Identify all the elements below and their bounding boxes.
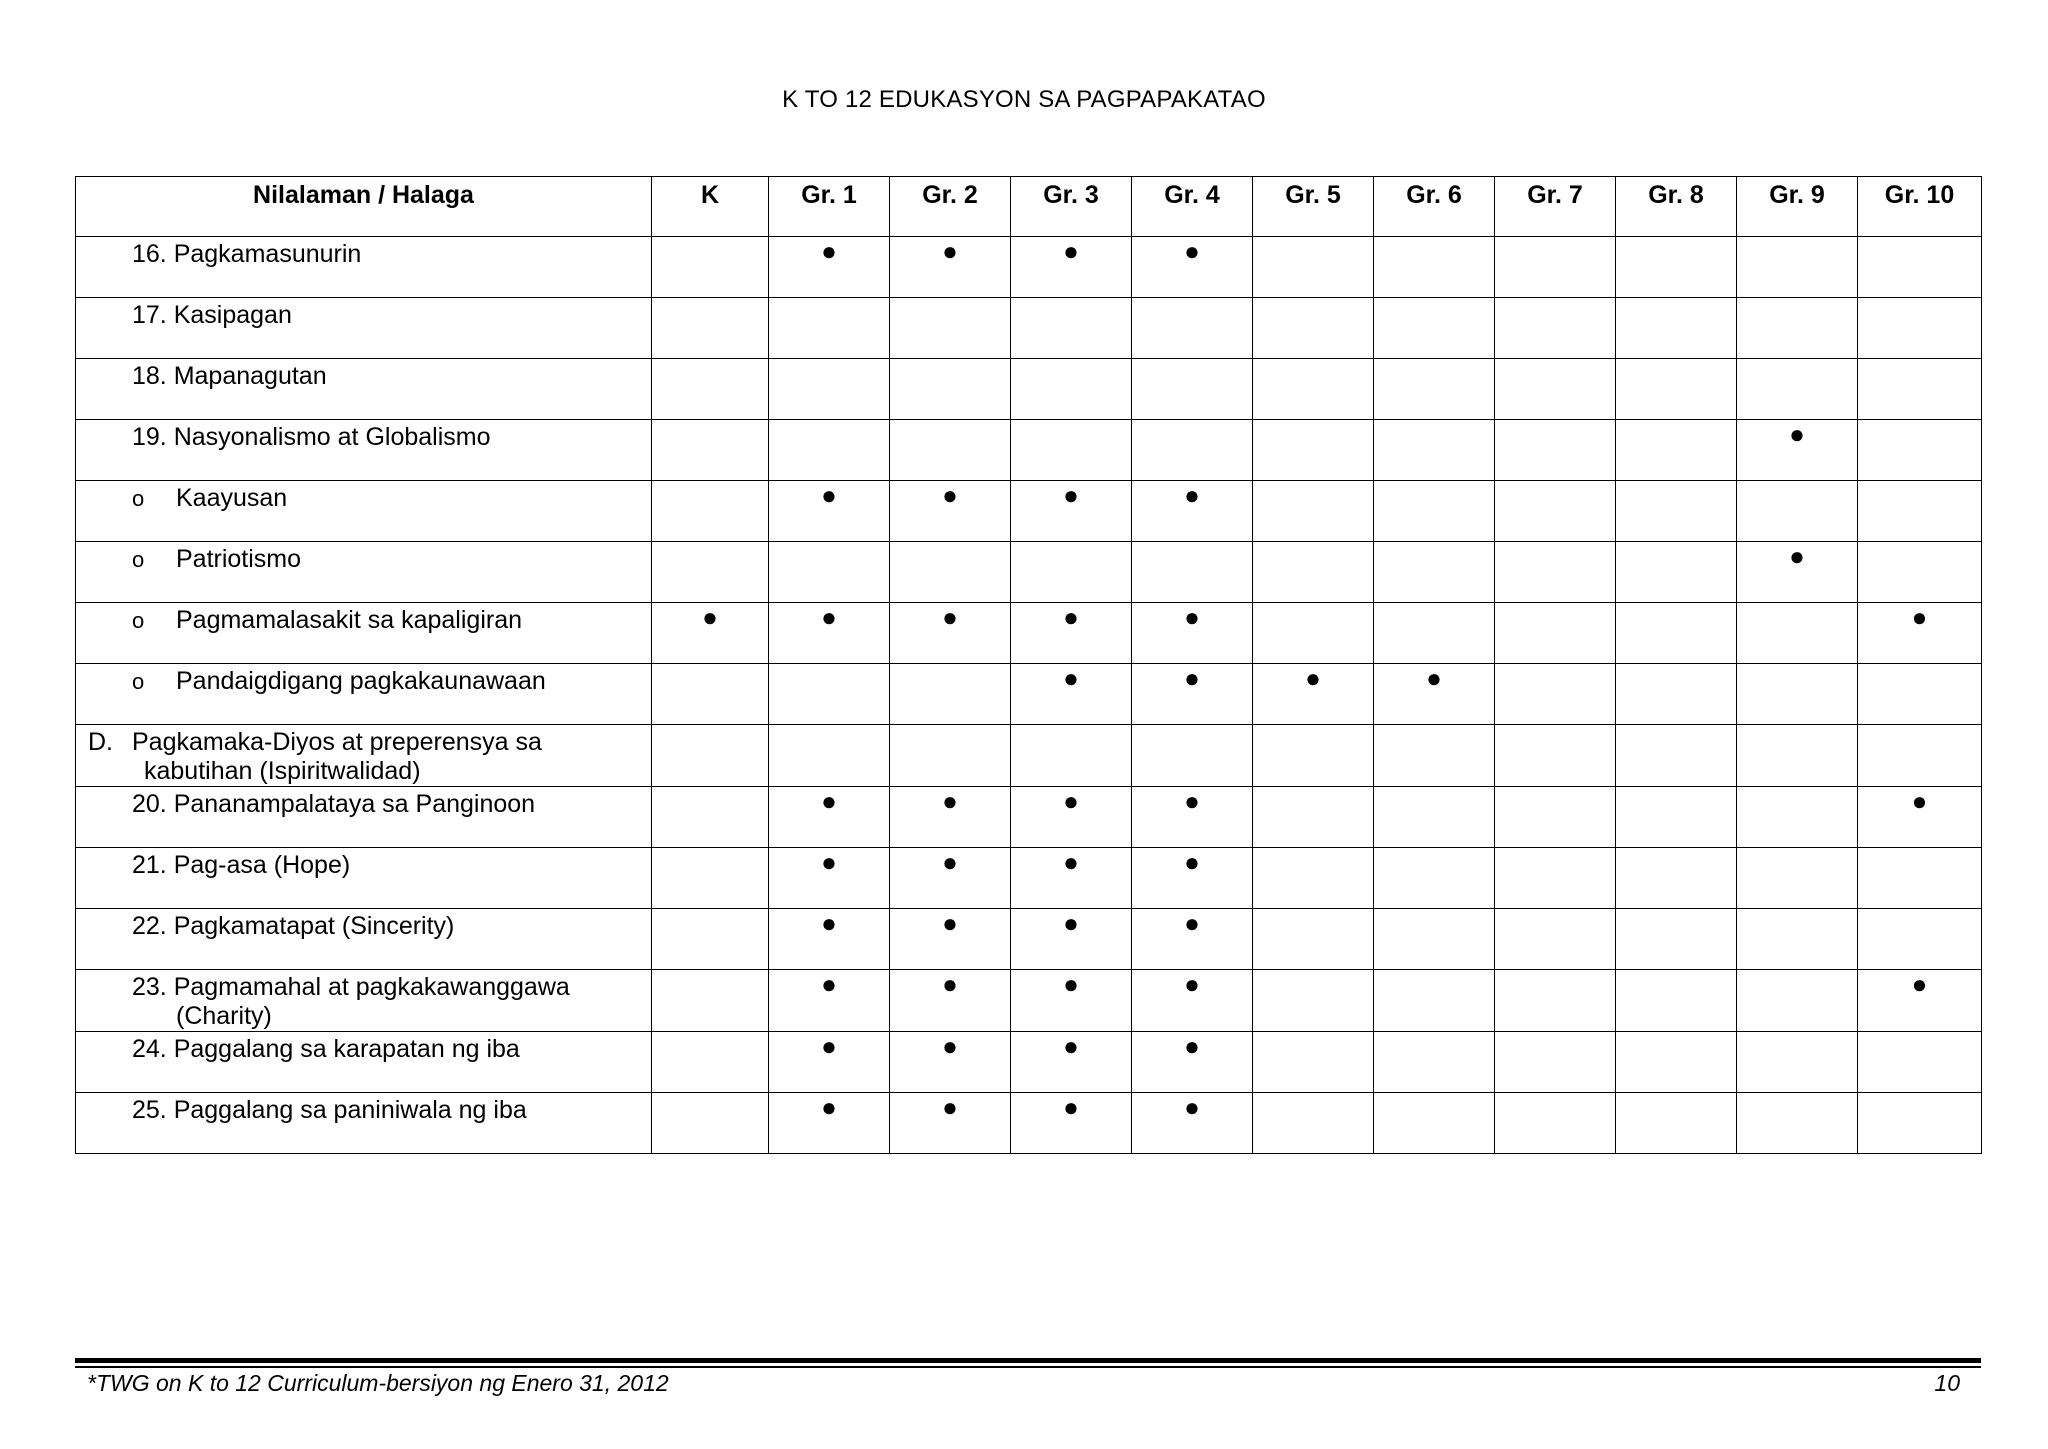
table-row <box>76 664 1982 725</box>
grade-cell <box>1253 909 1374 970</box>
footer-note: *TWG on K to 12 Curriculum-bersiyon ng Enero 31, 2012 <box>87 1370 669 1396</box>
grade-cell <box>769 420 890 481</box>
section-title-line1: Pagkamaka-Diyos at preperensya sa <box>132 728 542 756</box>
grade-cell <box>769 237 890 298</box>
filled-dot-icon: ● <box>821 480 837 510</box>
page-number: 10 <box>1934 1370 1960 1396</box>
row-label-cell <box>76 420 652 481</box>
table-row <box>76 1032 1982 1093</box>
grade-cell <box>1858 970 1982 1032</box>
filled-dot-icon: ● <box>1184 602 1200 632</box>
grade-cell <box>1495 787 1616 848</box>
row-label-cell <box>76 237 652 298</box>
grade-cell <box>1737 848 1858 909</box>
grade-cell <box>1011 970 1132 1032</box>
filled-dot-icon: ● <box>1063 236 1079 266</box>
grade-cell <box>1011 298 1132 359</box>
column-header-gr9: Gr. 9 <box>1737 177 1858 237</box>
grade-cell <box>1495 909 1616 970</box>
grade-cell <box>1616 909 1737 970</box>
grade-cell <box>652 542 769 603</box>
grade-cell <box>1011 420 1132 481</box>
row-label: Patriotismo <box>176 545 302 573</box>
grade-cell <box>1616 1032 1737 1093</box>
filled-dot-icon: ● <box>1184 847 1200 877</box>
grade-cell <box>1616 664 1737 725</box>
grade-cell <box>769 848 890 909</box>
grade-cell <box>1616 298 1737 359</box>
grade-cell <box>1737 359 1858 420</box>
row-label: 22. Pagkamatapat (Sincerity) <box>132 912 455 940</box>
filled-dot-icon: ● <box>942 236 958 266</box>
table-row <box>76 725 1982 787</box>
filled-dot-icon: ● <box>1063 847 1079 877</box>
hollow-bullet-icon: o <box>132 608 145 633</box>
grade-cell <box>652 481 769 542</box>
filled-dot-icon: ● <box>821 1031 837 1061</box>
grade-cell <box>1858 909 1982 970</box>
filled-dot-icon: ● <box>821 236 837 266</box>
grade-cell <box>1132 909 1253 970</box>
grade-cell <box>652 909 769 970</box>
grade-cell <box>652 1032 769 1093</box>
filled-dot-icon: ● <box>1184 1031 1200 1061</box>
grade-cell <box>769 359 890 420</box>
grade-cell <box>1858 1093 1982 1154</box>
grade-cell <box>652 603 769 664</box>
grade-cell <box>769 664 890 725</box>
grade-cell <box>1737 664 1858 725</box>
grade-cell <box>1374 359 1495 420</box>
grade-cell <box>1253 298 1374 359</box>
grade-cell <box>1616 787 1737 848</box>
grade-cell <box>1737 909 1858 970</box>
row-label-cell <box>76 542 652 603</box>
grade-cell <box>1132 664 1253 725</box>
grade-cell <box>1737 237 1858 298</box>
grade-cell <box>1253 664 1374 725</box>
filled-dot-icon: ● <box>942 1031 958 1061</box>
grade-cell <box>1132 848 1253 909</box>
grade-cell <box>1616 970 1737 1032</box>
filled-dot-icon: ● <box>1305 663 1321 693</box>
grade-cell <box>652 420 769 481</box>
table-row <box>76 481 1982 542</box>
filled-dot-icon: ● <box>1063 480 1079 510</box>
grade-cell <box>1374 237 1495 298</box>
grade-cell <box>1858 848 1982 909</box>
table-row <box>76 848 1982 909</box>
grade-cell <box>1374 420 1495 481</box>
grade-cell <box>1495 848 1616 909</box>
grade-cell <box>1253 1093 1374 1154</box>
grade-cell <box>1737 970 1858 1032</box>
grade-cell <box>652 725 769 787</box>
grade-cell <box>890 909 1011 970</box>
grade-cell <box>1253 970 1374 1032</box>
column-header-k: K <box>652 177 769 237</box>
grade-cell <box>1374 787 1495 848</box>
grade-cell <box>1011 664 1132 725</box>
column-header-content: Nilalaman / Halaga <box>76 177 652 237</box>
grade-cell <box>1858 725 1982 787</box>
grade-cell <box>890 725 1011 787</box>
filled-dot-icon: ● <box>1184 480 1200 510</box>
table-row <box>76 603 1982 664</box>
grade-cell <box>769 725 890 787</box>
filled-dot-icon: ● <box>702 602 718 632</box>
grade-cell <box>1495 725 1616 787</box>
row-label-cell <box>76 359 652 420</box>
grade-cell <box>1737 1032 1858 1093</box>
footer-rule-thick <box>75 1358 1981 1363</box>
grade-cell <box>1495 420 1616 481</box>
filled-dot-icon: ● <box>942 480 958 510</box>
grade-cell <box>1132 542 1253 603</box>
grade-cell <box>1011 1032 1132 1093</box>
grade-cell <box>1737 787 1858 848</box>
grade-cell <box>1011 481 1132 542</box>
grade-cell <box>1132 1093 1253 1154</box>
row-label: 19. Nasyonalismo at Globalismo <box>132 423 491 451</box>
grade-cell <box>1495 481 1616 542</box>
grade-cell <box>1132 970 1253 1032</box>
grade-cell <box>1858 237 1982 298</box>
row-label-cell <box>76 970 652 1032</box>
grade-cell <box>1253 237 1374 298</box>
column-header-gr3: Gr. 3 <box>1011 177 1132 237</box>
grade-cell <box>890 848 1011 909</box>
grade-cell <box>1616 848 1737 909</box>
grade-cell <box>1374 725 1495 787</box>
grade-cell <box>1374 542 1495 603</box>
grade-cell <box>1858 359 1982 420</box>
column-header-gr5: Gr. 5 <box>1253 177 1374 237</box>
grade-cell <box>1253 420 1374 481</box>
grade-cell <box>1616 542 1737 603</box>
grade-cell <box>1374 664 1495 725</box>
grade-cell <box>890 237 1011 298</box>
grade-cell <box>1011 725 1132 787</box>
filled-dot-icon: ● <box>1911 969 1928 999</box>
row-label: Pagmamalasakit sa kapaligiran <box>176 606 523 634</box>
grade-cell <box>1858 664 1982 725</box>
grade-cell <box>1737 420 1858 481</box>
filled-dot-icon: ● <box>821 969 837 999</box>
filled-dot-icon: ● <box>1063 602 1079 632</box>
section-title-line2: kabutihan (Ispiritwalidad) <box>144 757 421 785</box>
column-header-gr6: Gr. 6 <box>1374 177 1495 237</box>
grade-cell <box>890 420 1011 481</box>
row-label: 17. Kasipagan <box>132 301 292 329</box>
row-label-cell <box>76 1093 652 1154</box>
grade-cell <box>1616 725 1737 787</box>
table-row <box>76 787 1982 848</box>
grade-cell <box>769 787 890 848</box>
filled-dot-icon: ● <box>942 602 958 632</box>
filled-dot-icon: ● <box>1789 419 1805 449</box>
grade-cell <box>652 787 769 848</box>
filled-dot-icon: ● <box>821 847 837 877</box>
filled-dot-icon: ● <box>821 602 837 632</box>
grade-cell <box>1858 1032 1982 1093</box>
grade-cell <box>1495 298 1616 359</box>
table-row <box>76 237 1982 298</box>
row-label: 16. Pagkamasunurin <box>132 240 362 268</box>
grade-cell <box>1737 603 1858 664</box>
row-label-cell <box>76 664 652 725</box>
grade-cell <box>1253 848 1374 909</box>
table-row <box>76 298 1982 359</box>
hollow-bullet-icon: o <box>132 669 145 694</box>
grade-cell <box>1737 481 1858 542</box>
grade-cell <box>1616 237 1737 298</box>
row-label: 24. Paggalang sa karapatan ng iba <box>132 1035 520 1063</box>
grade-cell <box>890 603 1011 664</box>
grade-cell <box>890 359 1011 420</box>
filled-dot-icon: ● <box>1789 541 1805 571</box>
grade-cell <box>652 664 769 725</box>
grade-cell <box>1011 787 1132 848</box>
grade-cell <box>890 787 1011 848</box>
row-label: Pandaigdigang pagkakaunawaan <box>176 667 546 695</box>
grade-cell <box>1374 848 1495 909</box>
row-label-line2: (Charity) <box>176 1002 272 1030</box>
grade-cell <box>890 970 1011 1032</box>
filled-dot-icon: ● <box>942 1092 958 1122</box>
filled-dot-icon: ● <box>1911 786 1928 816</box>
grade-cell <box>1253 725 1374 787</box>
section-letter: D. <box>88 728 113 756</box>
row-label-cell <box>76 787 652 848</box>
filled-dot-icon: ● <box>1063 969 1079 999</box>
filled-dot-icon: ● <box>942 969 958 999</box>
grade-cell <box>769 909 890 970</box>
row-label-cell <box>76 603 652 664</box>
grade-cell <box>1616 603 1737 664</box>
grade-cell <box>1495 1032 1616 1093</box>
grade-cell <box>1616 420 1737 481</box>
filled-dot-icon: ● <box>1184 236 1200 266</box>
grade-cell <box>769 1032 890 1093</box>
grade-cell <box>1132 725 1253 787</box>
row-label-cell <box>76 909 652 970</box>
row-label: 25. Paggalang sa paniniwala ng iba <box>132 1096 527 1124</box>
grade-cell <box>652 237 769 298</box>
filled-dot-icon: ● <box>1184 908 1200 938</box>
grade-cell <box>1616 1093 1737 1154</box>
grade-cell <box>890 481 1011 542</box>
grade-cell <box>1253 603 1374 664</box>
filled-dot-icon: ● <box>821 1092 837 1122</box>
grade-cell <box>652 359 769 420</box>
values-grade-table <box>75 176 1982 1154</box>
grade-cell <box>1011 237 1132 298</box>
grade-cell <box>1737 542 1858 603</box>
row-label: 21. Pag-asa (Hope) <box>132 851 351 879</box>
row-label-cell <box>76 298 652 359</box>
filled-dot-icon: ● <box>1184 786 1200 816</box>
grade-cell <box>1858 542 1982 603</box>
filled-dot-icon: ● <box>1063 786 1079 816</box>
grade-cell <box>1737 725 1858 787</box>
row-label-cell <box>76 848 652 909</box>
grade-cell <box>890 542 1011 603</box>
footer-rule-thin <box>75 1366 1981 1368</box>
grade-cell <box>1374 970 1495 1032</box>
grade-cell <box>769 603 890 664</box>
page-title: K TO 12 EDUKASYON SA PAGPAPAKATAO <box>782 86 1266 113</box>
filled-dot-icon: ● <box>821 786 837 816</box>
hollow-bullet-icon: o <box>132 486 145 511</box>
grade-cell <box>1011 909 1132 970</box>
column-header-gr10: Gr. 10 <box>1858 177 1982 237</box>
filled-dot-icon: ● <box>1184 969 1200 999</box>
grade-cell <box>890 1093 1011 1154</box>
grade-cell <box>652 1093 769 1154</box>
grade-cell <box>1253 787 1374 848</box>
grade-cell <box>1858 481 1982 542</box>
grade-cell <box>652 848 769 909</box>
grade-cell <box>1011 1093 1132 1154</box>
grade-cell <box>1495 970 1616 1032</box>
grade-cell <box>1011 359 1132 420</box>
grade-cell <box>1253 481 1374 542</box>
filled-dot-icon: ● <box>821 908 837 938</box>
grade-cell <box>1495 359 1616 420</box>
grade-cell <box>769 298 890 359</box>
grade-cell <box>890 298 1011 359</box>
grade-cell <box>1616 359 1737 420</box>
table-row <box>76 542 1982 603</box>
grade-cell <box>1858 787 1982 848</box>
filled-dot-icon: ● <box>1184 663 1200 693</box>
filled-dot-icon: ● <box>942 847 958 877</box>
row-label-cell <box>76 481 652 542</box>
filled-dot-icon: ● <box>1063 908 1079 938</box>
grade-cell <box>1132 237 1253 298</box>
grade-cell <box>1374 1093 1495 1154</box>
grade-cell <box>1374 603 1495 664</box>
grade-cell <box>769 970 890 1032</box>
grade-cell <box>1858 420 1982 481</box>
table-row <box>76 420 1982 481</box>
row-label-cell <box>76 1032 652 1093</box>
grade-cell <box>1132 359 1253 420</box>
grade-cell <box>1374 1032 1495 1093</box>
grade-cell <box>1253 359 1374 420</box>
row-label: 20. Pananampalataya sa Panginoon <box>132 790 536 818</box>
table-row <box>76 1093 1982 1154</box>
grade-cell <box>1132 298 1253 359</box>
grade-cell <box>1495 237 1616 298</box>
column-header-gr4: Gr. 4 <box>1132 177 1253 237</box>
grade-cell <box>1011 603 1132 664</box>
grade-cell <box>890 664 1011 725</box>
table-row <box>76 970 1982 1032</box>
grade-cell <box>1616 481 1737 542</box>
grade-cell <box>1011 848 1132 909</box>
grade-cell <box>1374 481 1495 542</box>
row-label: Kaayusan <box>176 484 288 512</box>
row-label: 18. Mapanagutan <box>132 362 327 390</box>
row-label-line1: 23. Pagmamahal at pagkakawanggawa <box>132 973 570 1001</box>
filled-dot-icon: ● <box>1063 1092 1079 1122</box>
grade-cell <box>1132 481 1253 542</box>
filled-dot-icon: ● <box>942 908 958 938</box>
grade-cell <box>1374 298 1495 359</box>
grade-cell <box>1132 787 1253 848</box>
grade-cell <box>1011 542 1132 603</box>
grade-cell <box>1253 542 1374 603</box>
column-header-gr1: Gr. 1 <box>769 177 890 237</box>
filled-dot-icon: ● <box>1063 1031 1079 1061</box>
table-row <box>76 909 1982 970</box>
grade-cell <box>652 970 769 1032</box>
hollow-bullet-icon: o <box>132 547 145 572</box>
filled-dot-icon: ● <box>942 786 958 816</box>
grade-cell <box>1495 603 1616 664</box>
grade-cell <box>769 1093 890 1154</box>
grade-cell <box>1737 1093 1858 1154</box>
grade-cell <box>1858 603 1982 664</box>
grade-cell <box>652 298 769 359</box>
grade-cell <box>1495 664 1616 725</box>
table-header-row <box>76 177 1982 237</box>
grade-cell <box>769 481 890 542</box>
grade-cell <box>1253 1032 1374 1093</box>
grade-cell <box>1495 1093 1616 1154</box>
grade-cell <box>769 542 890 603</box>
filled-dot-icon: ● <box>1426 663 1442 693</box>
grade-cell <box>890 1032 1011 1093</box>
filled-dot-icon: ● <box>1184 1092 1200 1122</box>
column-header-gr7: Gr. 7 <box>1495 177 1616 237</box>
grade-cell <box>1858 298 1982 359</box>
filled-dot-icon: ● <box>1911 602 1928 632</box>
filled-dot-icon: ● <box>1063 663 1079 693</box>
grade-cell <box>1374 909 1495 970</box>
table-row <box>76 359 1982 420</box>
grade-cell <box>1132 603 1253 664</box>
column-header-gr2: Gr. 2 <box>890 177 1011 237</box>
column-header-gr8: Gr. 8 <box>1616 177 1737 237</box>
row-label-cell <box>76 725 652 787</box>
grade-cell <box>1737 298 1858 359</box>
grade-cell <box>1132 420 1253 481</box>
grade-cell <box>1132 1032 1253 1093</box>
grade-cell <box>1495 542 1616 603</box>
